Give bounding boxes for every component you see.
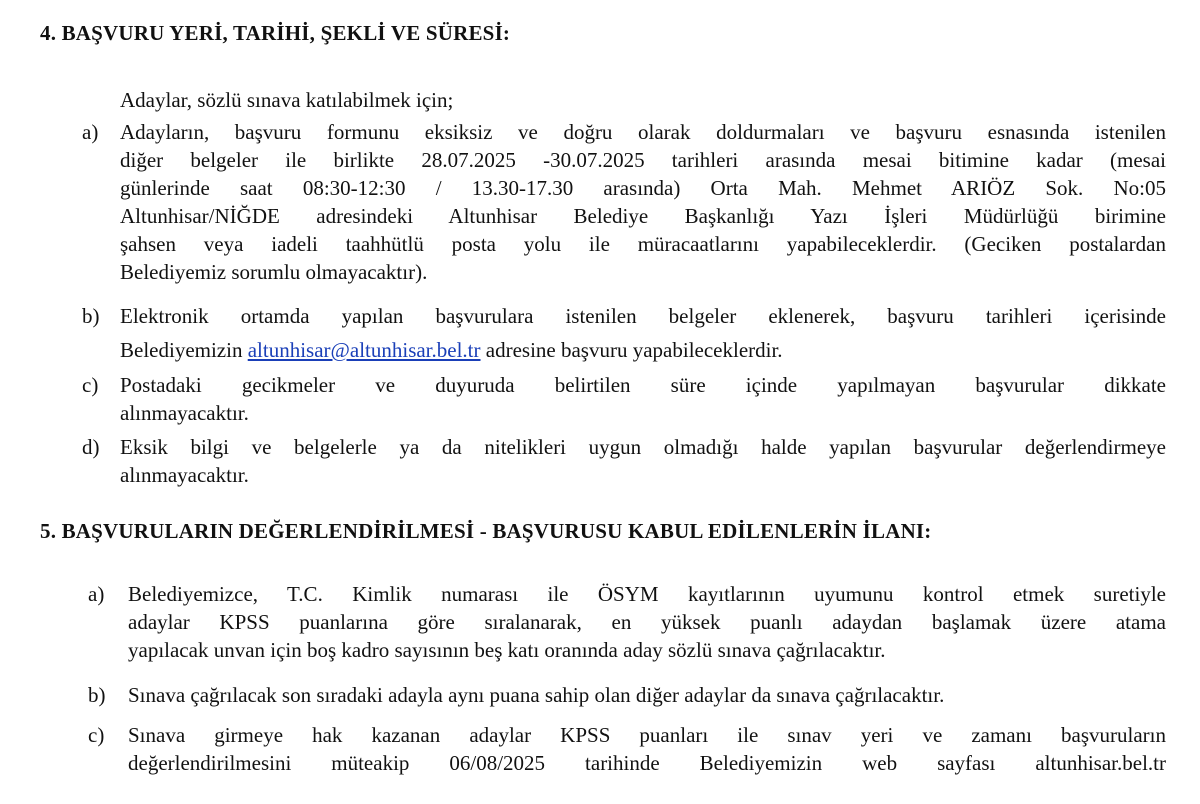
text-line: Adayların, başvuru formunu eksiksiz ve doğru olarak doldurmaları ve başvuru esnasında istenilen bbox=[120, 120, 1166, 144]
item-marker: d) bbox=[82, 435, 100, 459]
item-text bbox=[128, 721, 1166, 777]
text-line: değerlendirilmesini müteakip 06/08/2025 tarihinde Belediyemizin web sayfası altunhisar.bel.tr bbox=[128, 751, 1166, 775]
item-marker: a) bbox=[82, 120, 99, 144]
text-line: Sınava çağrılacak son sıradaki adayla aynı puana sahip olan diğer adaylar da sınava çağrılacaktır. bbox=[128, 683, 945, 707]
text-line: diğer belgeler ile birlikte 28.07.2025 -30.07.2025 tarihleri arasında mesai bitimine kadar (mesai bbox=[120, 148, 1166, 172]
item-marker: b) bbox=[88, 683, 106, 707]
text-line: Eksik bilgi ve belgelerle ya da nitelikleri uygun olmadığı halde yapılan başvurular değerlendirmeye bbox=[120, 435, 1166, 459]
section-4-heading: 4. BAŞVURU YERİ, TARİHİ, ŞEKLİ VE SÜRESİ: bbox=[40, 21, 511, 45]
text-line: günlerinde saat 08:30-12:30 / 13.30-17.30 arasında) Orta Mah. Mehmet ARIÖZ Sok. No:05 bbox=[120, 176, 1166, 200]
text-line-with-email bbox=[120, 336, 1166, 364]
item-marker: a) bbox=[88, 582, 105, 606]
text-line: Sınava girmeye hak kazanan adaylar KPSS puanları ile sınav yeri ve zamanı başvuruların bbox=[128, 723, 1166, 747]
item-marker: c) bbox=[88, 723, 105, 747]
text-line: yapılacak unvan için boş kadro sayısının beş katı oranında aday sözlü sınava çağrılacaktır. bbox=[128, 638, 886, 662]
item-text bbox=[128, 681, 1166, 709]
email-link[interactable]: altunhisar@altunhisar.bel.tr bbox=[247, 338, 481, 362]
item-text bbox=[120, 433, 1166, 489]
text-line: adaylar KPSS puanlarına göre sıralanarak, en yüksek puanlı adaydan başlamak üzere atama bbox=[128, 610, 1166, 634]
item-marker: c) bbox=[82, 373, 99, 397]
item-marker: b) bbox=[82, 304, 100, 328]
section-5-heading: 5. BAŞVURULARIN DEĞERLENDİRİLMESİ - BAŞVURUSU KABUL EDİLENLERİN İLANI: bbox=[40, 519, 932, 543]
text-segment: Belediyemizin bbox=[120, 338, 248, 362]
item-text bbox=[128, 580, 1166, 664]
item-text bbox=[120, 118, 1166, 286]
text-line: alınmayacaktır. bbox=[120, 463, 249, 487]
text-line: Postadaki gecikmeler ve duyuruda belirtilen süre içinde yapılmayan başvurular dikkate bbox=[120, 373, 1166, 397]
text-line: Altunhisar/NİĞDE adresindeki Altunhisar Belediye Başkanlığı Yazı İşleri Müdürlüğü birimine bbox=[120, 204, 1166, 228]
text-line: Belediyemiz sorumlu olmayacaktır). bbox=[120, 260, 428, 284]
section-4-intro: Adaylar, sözlü sınava katılabilmek için; bbox=[120, 88, 454, 112]
text-line: alınmayacaktır. bbox=[120, 401, 249, 425]
text-line: şahsen veya iadeli taahhütlü posta yolu ile müracaatlarını yapabileceklerdir. (Geciken postalardan bbox=[120, 232, 1166, 256]
text-segment: adresine başvuru yapabileceklerdir. bbox=[480, 338, 783, 362]
item-text bbox=[120, 371, 1166, 427]
item-text bbox=[120, 302, 1166, 364]
text-line: Belediyemizce, T.C. Kimlik numarası ile ÖSYM kayıtlarının uyumunu kontrol etmek suretiyle bbox=[128, 582, 1166, 606]
text-line: Elektronik ortamda yapılan başvurulara istenilen belgeler eklenerek, başvuru tarihleri içerisinde bbox=[120, 304, 1166, 328]
